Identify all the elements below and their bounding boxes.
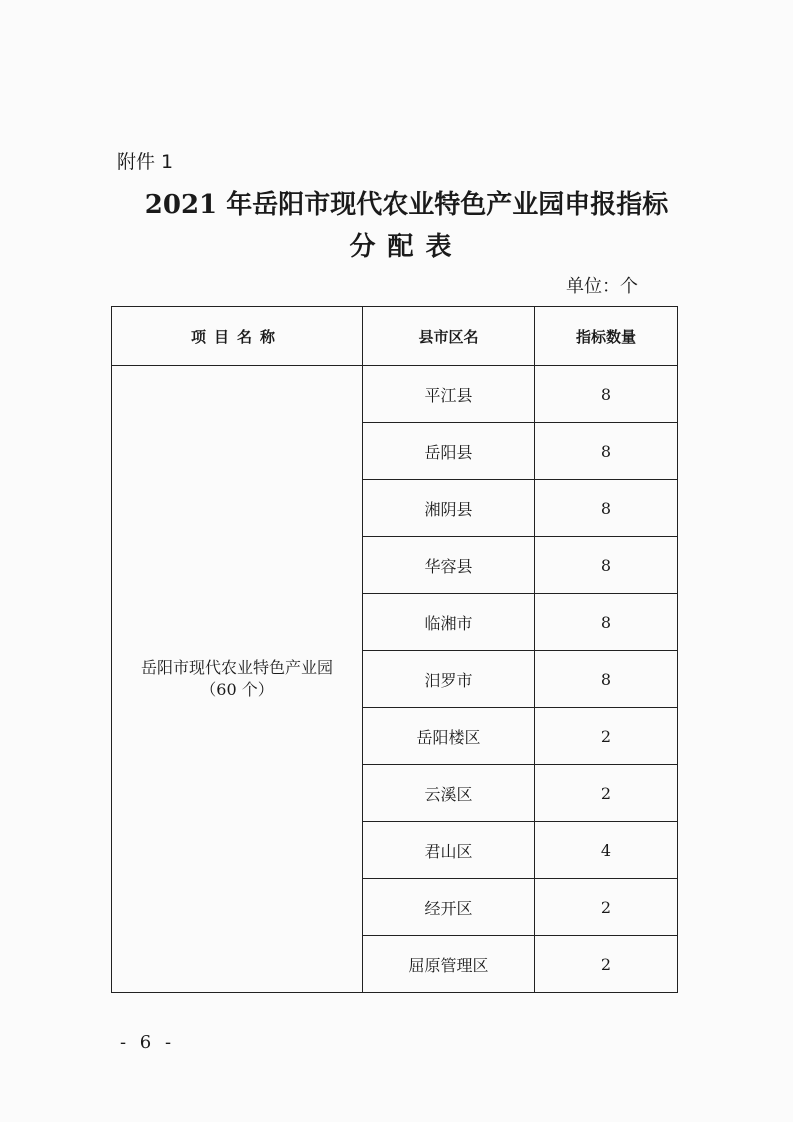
project-count: （60 个） [200, 680, 274, 699]
document-title-continued: 分配表 [349, 232, 464, 262]
document-title: 2021 年岳阳市现代农业特色产业园申报指标 [144, 190, 669, 220]
district-cell: 经开区 [363, 879, 535, 936]
column-header-quota: 指标数量 [535, 307, 678, 366]
quota-cell: 2 [535, 936, 678, 993]
quota-cell: 2 [535, 879, 678, 936]
quota-table [111, 306, 678, 993]
district-cell: 汨罗市 [363, 651, 535, 708]
district-cell: 屈原管理区 [363, 936, 535, 993]
district-cell: 临湘市 [363, 594, 535, 651]
district-cell: 平江县 [363, 366, 535, 423]
project-name-cell [112, 366, 363, 993]
quota-cell: 2 [535, 708, 678, 765]
quota-cell: 8 [535, 366, 678, 423]
page-number: - 6 - [120, 1032, 176, 1053]
attachment-label: 附件 1 [117, 151, 174, 173]
quota-cell: 2 [535, 765, 678, 822]
district-cell: 华容县 [363, 537, 535, 594]
quota-cell: 4 [535, 822, 678, 879]
column-header-district: 县市区名 [363, 307, 535, 366]
quota-cell: 8 [535, 594, 678, 651]
quota-cell: 8 [535, 651, 678, 708]
quota-cell: 8 [535, 480, 678, 537]
district-cell: 岳阳楼区 [363, 708, 535, 765]
district-cell: 君山区 [363, 822, 535, 879]
table-header-row [112, 307, 678, 366]
project-name: 岳阳市现代农业特色产业园 [140, 658, 333, 677]
unit-label: 单位：个 [566, 276, 638, 297]
quota-cell: 8 [535, 423, 678, 480]
district-cell: 岳阳县 [363, 423, 535, 480]
column-header-project: 项目名称 [112, 307, 363, 366]
quota-cell: 8 [535, 537, 678, 594]
district-cell: 云溪区 [363, 765, 535, 822]
table-row [112, 366, 678, 423]
district-cell: 湘阴县 [363, 480, 535, 537]
